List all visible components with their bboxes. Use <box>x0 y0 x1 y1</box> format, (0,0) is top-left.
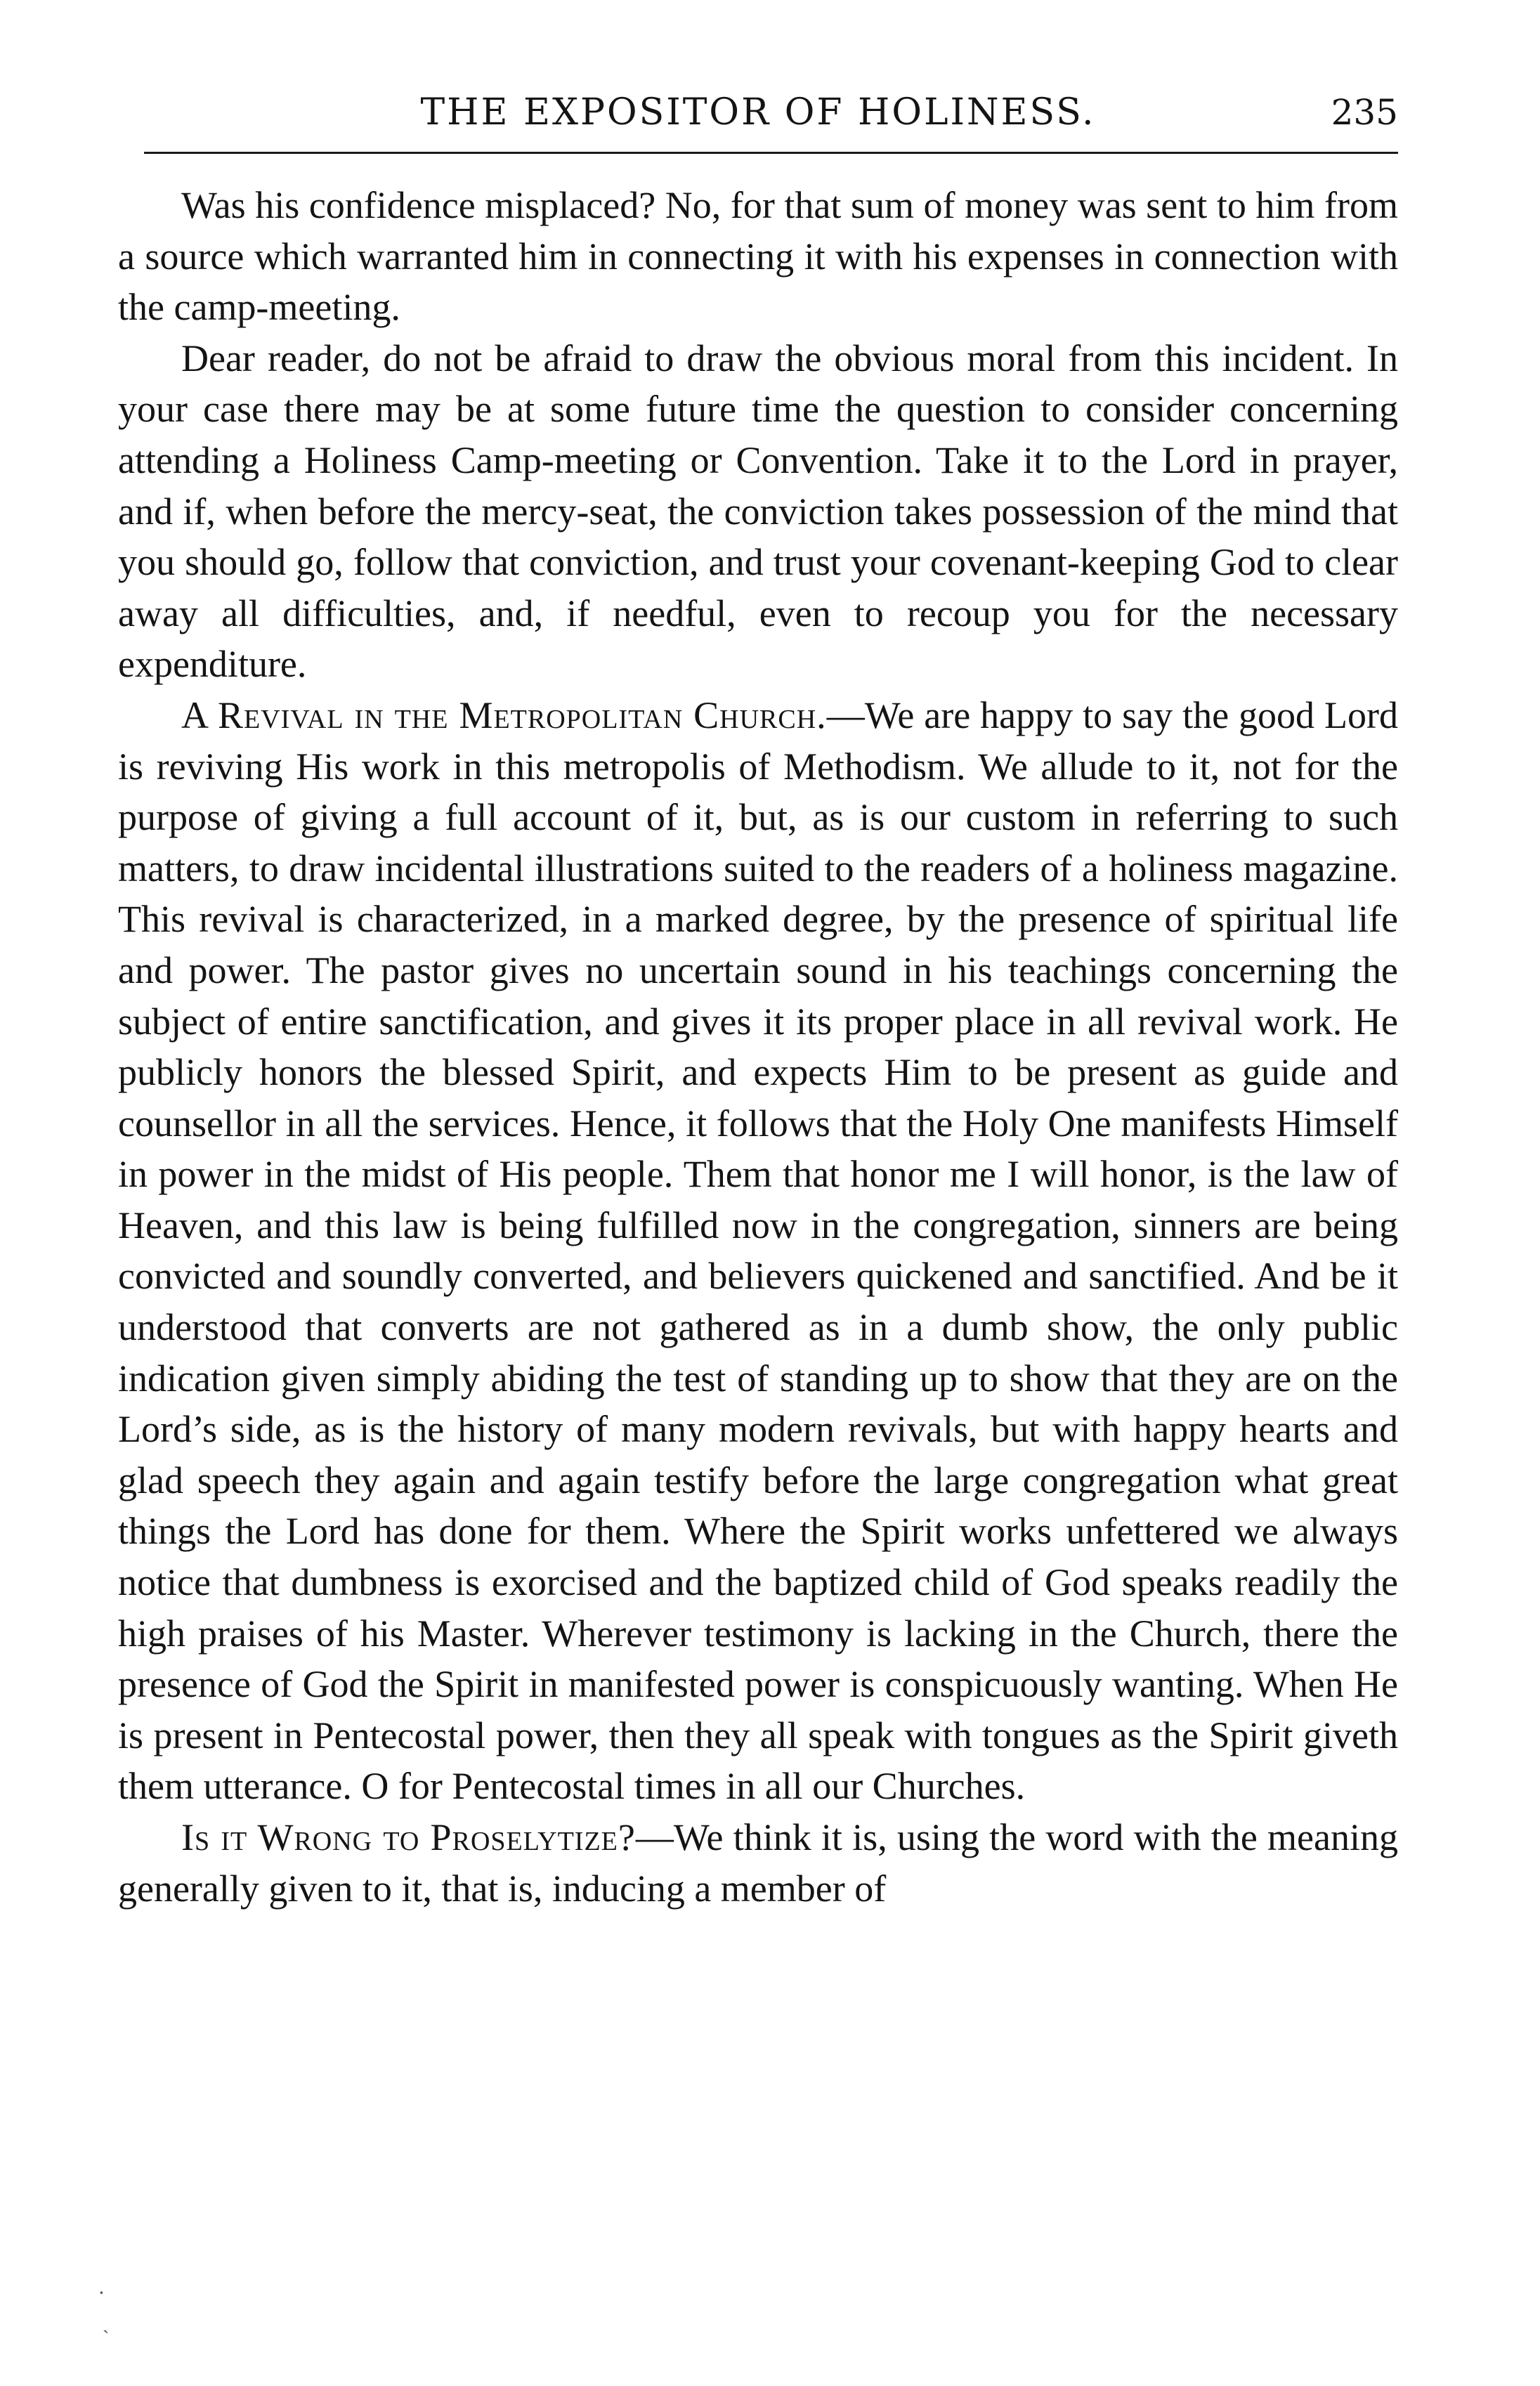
running-title: THE EXPOSITOR OF HOLINESS. <box>420 91 1096 133</box>
section-heading-proselytize: Is it Wrong to Proselytize? <box>181 1816 636 1858</box>
paragraph-revival-text: —We are happy to say the good Lord is reviving His work in this metropolis of Methodism. We allude to it, not for the purpose of giving a full account of it, but, as is our custom in referring to such matters, to draw incidental illustrations suited to the readers of a holiness magazine. This revival is characterized, in a marked degree, by the presence of spiritual life and power. The pastor gives no uncertain sound in his teachings concerning the subject of entire sanctification, and gives it its proper place in all revival work. He publicly honors the blessed Spirit, and expects Him to be present as guide and counsellor in all the services. Hence, it follows that the Holy One manifests Himself in power in the midst of His people. Them that honor me I will honor, is the law of Heaven, and this law is being fulfilled now in the congregation, sinners are being convicted and soundly converted, and believers quickened and sanctified. And be it understood that converts are not gathered as in a dumb show, the only public indication given simply abiding the test of standing up to show that they are on the Lord’s side, as is the history of many modern revivals, but with happy hearts and glad speech they again and again testify before the large congregation what great things the Lord has done for them. Where the Spirit works unfettered we always notice that dumbness is exorcised and the baptized child of God speaks readily the high praises of his Master. Wherever testimony is lacking in the Church, there the presence of God the Spirit in manifested power is conspicuously wanting. When He is present in Pentecostal power, then they all speak with tongues as the Spirit giveth them utterance. O for Pentecostal times in all our Churches. <box>118 693 1398 1808</box>
running-header <box>118 84 1398 141</box>
paragraph-proselytize-text: —We think it is, using the word with the meaning generally given to it, that is, inducing a member of <box>118 1816 1398 1910</box>
paragraph-revival <box>118 690 1398 1812</box>
print-speck: · <box>98 2281 105 2304</box>
paragraph-dear-reader: Dear reader, do not be afraid to draw the obvious moral from this incident. In your case there may be at some future time the question to consider concerning attending a Holiness Camp-meeting or Convention. Take it to the Lord in prayer, and if, when before the mercy-seat, the conviction takes possession of the mind that you should go, follow that conviction, and trust your covenant-keeping God to clear away all difficulties, and, if needful, even to recoup you for the necessary expenditure. <box>118 337 1398 686</box>
paragraph-confidence: Was his confidence misplaced? No, for that sum of money was sent to him from a source which warranted him in connecting it with his expenses in connection with the camp-meeting. <box>118 184 1398 329</box>
article-body <box>118 180 1398 1914</box>
paragraph-proselytize <box>118 1812 1398 1914</box>
page-number: 235 <box>1331 92 1398 133</box>
header-rule <box>144 152 1398 154</box>
section-heading-revival: A Revival in the Metropolitan Church. <box>181 693 827 736</box>
print-speck: ˏ <box>103 2311 110 2334</box>
